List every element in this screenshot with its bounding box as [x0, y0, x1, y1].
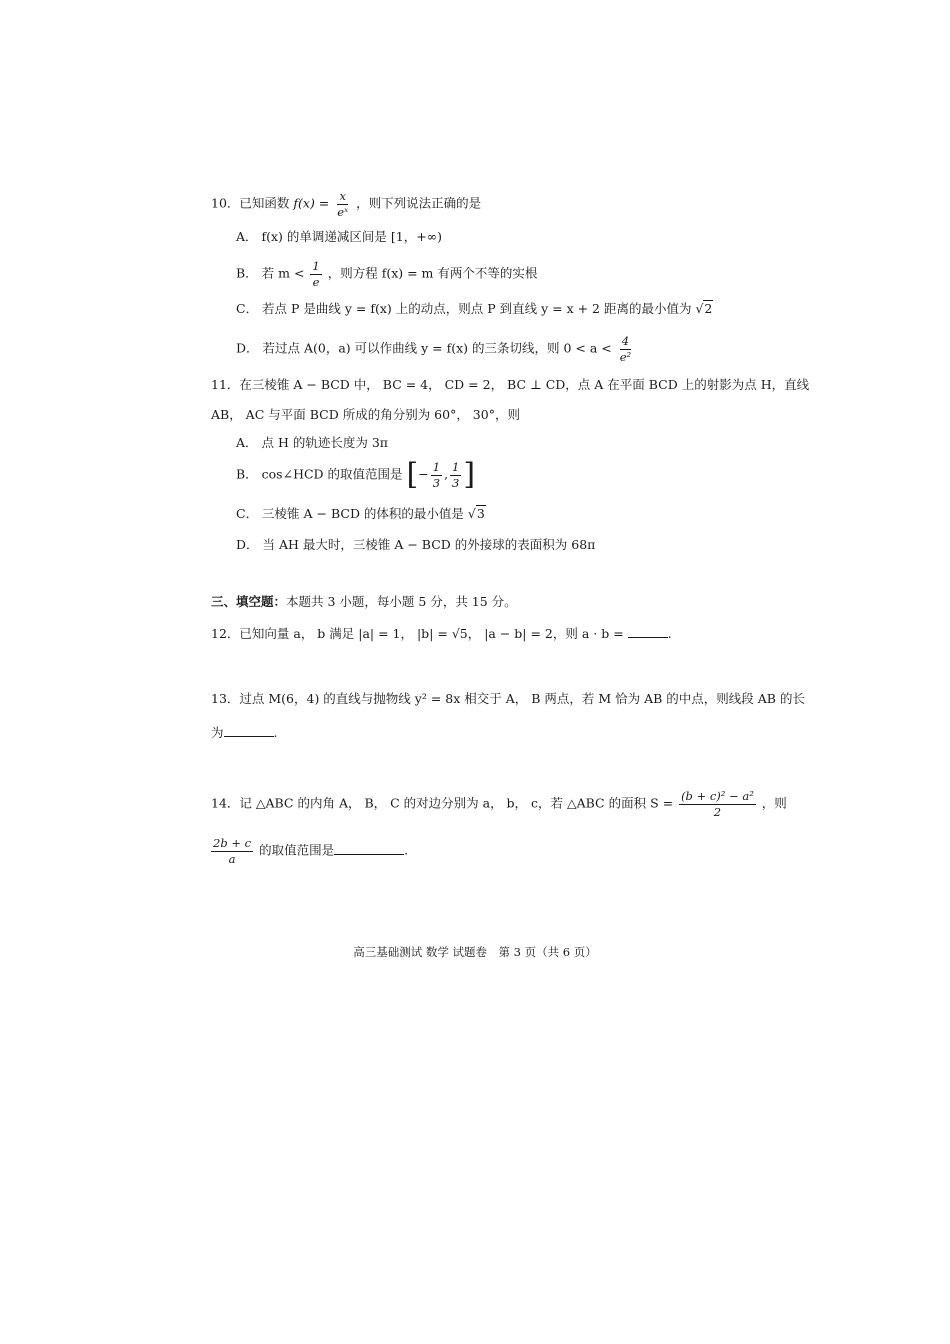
q13-line2-prefix: 为 — [211, 725, 224, 740]
q11-option-b — [236, 457, 476, 493]
q10-stem-fraction — [335, 190, 350, 218]
q10-c-sqrt-arg: 2 — [704, 301, 713, 316]
q11-b-left-fraction — [431, 461, 442, 489]
q13-line1: 13．过点 M(6，4) 的直线与抛物线 y² = 8x 相交于 A， B 两点，若 M 恰为 AB 的中点，则线段 AB 的长 — [211, 691, 805, 706]
q11-b-lnum: 1 — [432, 460, 441, 474]
q10-d-num: 4 — [621, 334, 630, 348]
q10-b-den: e — [312, 274, 320, 289]
section3-title: 三、填空题： — [211, 594, 287, 609]
q10-option-d — [236, 335, 635, 363]
q14-ratio-num: 2b + c — [213, 836, 252, 850]
q11-b-rden: 3 — [452, 475, 460, 490]
q11-c-sqrt-arg: 3 — [476, 506, 485, 521]
q13-answer-blank — [224, 736, 274, 737]
q11-b-rnum: 1 — [452, 460, 460, 474]
q12 — [211, 628, 672, 641]
q14-ratio-den: a — [228, 851, 236, 866]
section3-desc: 本题共 3 小题，每小题 5 分，共 15 分。 — [286, 594, 517, 609]
q10-option-c — [236, 303, 713, 316]
q12-end: . — [667, 626, 672, 641]
q11-b-prefix: B． cos∠HCD 的取值范围是 — [236, 466, 403, 482]
q10-d-den: e² — [619, 349, 632, 364]
q10-stem-prefix: 10．已知函数 — [211, 195, 290, 211]
q11-b-left-bracket: [ — [406, 457, 419, 493]
q10-d-prefix: D． 若过点 A(0，a) 可以作曲线 y = f(x) 的三条切线，则 0 < a < — [236, 340, 612, 356]
q11-stem-line1: 11．在三棱锥 A − BCD 中， BC = 4， CD = 2， BC ⊥ CD，点 A 在平面 BCD 上的射影为点 H，直线 — [211, 377, 810, 392]
q10-stem — [211, 190, 481, 218]
q14-area-fraction — [679, 790, 756, 818]
q10-b-num: 1 — [312, 259, 320, 273]
q10-b-prefix: B． 若 m < — [236, 265, 305, 281]
q11-stem-line2: AB， AC 与平面 BCD 所成的角分别为 60°， 30°，则 — [211, 407, 520, 422]
q11-b-lden: 3 — [432, 475, 441, 490]
q11-c-prefix: C． 三棱锥 A − BCD 的体积的最小值是 — [236, 506, 464, 521]
q14-ratio-fraction — [211, 837, 253, 865]
q10-stem-suffix: ，则下列说法正确的是 — [356, 195, 482, 211]
q11-b-right-bracket: ] — [463, 457, 476, 493]
q14-line2-suffix: 的取值范围是 — [259, 842, 335, 858]
q11-option-c — [236, 508, 486, 521]
q10-c-sqrt-symbol: √ — [695, 301, 704, 316]
q11-b-right-fraction — [450, 461, 461, 489]
q13-end: . — [273, 725, 278, 740]
q14-end: . — [404, 842, 409, 858]
page-footer: 高三基础测试 数学 试题卷 第 3 页（共 6 页） — [353, 945, 597, 959]
q10-c-prefix: C． 若点 P 是曲线 y = f(x) 上的动点，则点 P 到直线 y = x + 2 距离的最小值为 — [236, 301, 692, 316]
q11-c-sqrt-symbol: √ — [467, 506, 476, 521]
q10-stem-fx: f(x) = — [293, 195, 330, 211]
q14-area-den: 2 — [713, 804, 722, 819]
q13-line2 — [211, 727, 278, 740]
q12-text: 12．已知向量 a， b 满足 |a| = 1， |b| = √5， |a − b| = 2，则 a · b = — [211, 626, 624, 641]
q11-option-d: D． 当 AH 最大时，三棱锥 A − BCD 的外接球的表面积为 68π — [236, 537, 596, 552]
q10-stem-den: eˣ — [337, 204, 349, 219]
q11-b-minus: − — [418, 466, 429, 482]
q10-stem-num: x — [339, 189, 346, 203]
section3-header — [211, 596, 517, 609]
q14-line1-suffix: ，则 — [761, 795, 787, 811]
q14-answer-blank — [334, 854, 404, 855]
q11-option-a: A． 点 H 的轨迹长度为 3π — [236, 435, 388, 450]
q14-line2 — [211, 837, 408, 865]
q14-line1-prefix: 14．记 △ABC 的内角 A， B， C 的对边分别为 a， b， c，若 △ABC 的面积 S = — [211, 795, 674, 811]
q10-option-a: A． f(x) 的单调递减区间是 [1，+∞) — [236, 229, 442, 244]
q11-b-comma: , — [444, 466, 449, 482]
q10-d-fraction — [618, 335, 633, 363]
q10-b-fraction — [310, 260, 321, 288]
q14-line1 — [211, 790, 787, 818]
q12-answer-blank — [628, 637, 668, 638]
q10-option-b — [236, 260, 537, 288]
q14-area-num: (b + c)² − a² — [681, 789, 754, 803]
q10-b-suffix: ，则方程 f(x) = m 有两个不等的实根 — [327, 265, 538, 281]
